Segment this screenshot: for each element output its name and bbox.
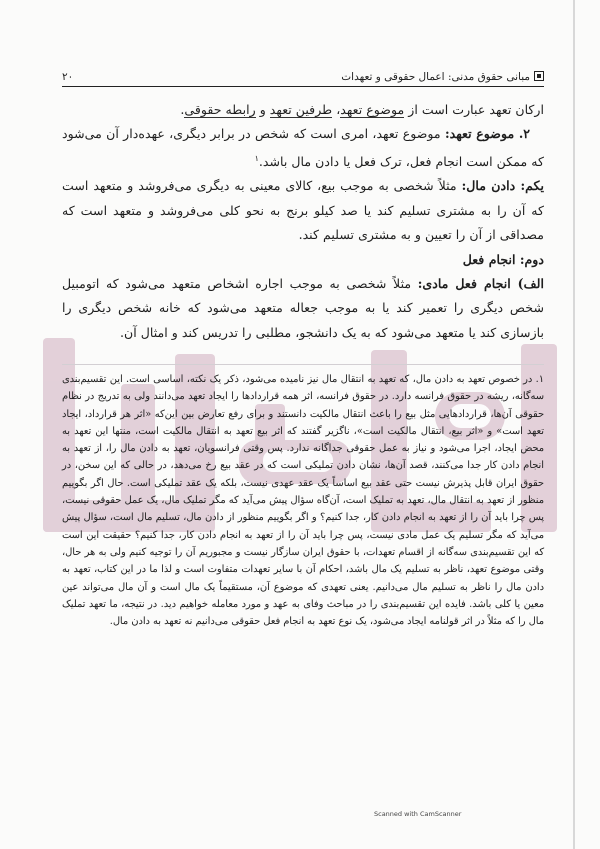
separator: ، — [332, 102, 341, 117]
alef-paragraph — [62, 272, 544, 345]
pillar-subject: موضوع تعهد — [340, 102, 405, 117]
main-text — [62, 98, 544, 345]
yek-paragraph — [62, 174, 544, 247]
alef-text: مثلاً شخصی به موجب اجاره اشخاص متعهد می‌شود که اتومبیل شخص دیگری را تعمیر کند یا به موجب جعاله متعهد می‌شود که خانه شخص دیگری را بازسازی کند یا متعهد می‌شود که به یک دانشجو، مطلبی را تدریس کند و امثال آن. — [62, 276, 544, 340]
period: . — [180, 102, 185, 117]
page-number: ۲۰ — [62, 71, 74, 83]
alef-heading: الف) انجام فعل مادی: — [417, 276, 544, 292]
header-title — [341, 68, 544, 86]
book-title: مبانی حقوق مدنی: اعمال حقوقی و تعهدات — [341, 71, 530, 83]
intro-prefix: ارکان تعهد عبارت است از — [404, 102, 544, 117]
separator: و — [255, 102, 270, 117]
pillar-relation: رابطه حقوقی — [184, 102, 256, 117]
dovom-paragraph — [62, 248, 544, 272]
footnote-divider — [62, 364, 544, 365]
dovom-heading: دوم: انجام فعل — [462, 251, 544, 267]
scanner-label: Scanned with CamScanner — [374, 810, 462, 818]
intro-paragraph — [62, 98, 544, 122]
scan-edge-line — [573, 0, 575, 849]
yek-heading: یکم: دادن مال: — [461, 178, 544, 194]
footnote — [62, 371, 544, 630]
section-2-paragraph — [62, 122, 544, 174]
book-mark-icon — [534, 71, 544, 81]
pillar-parties: طرفین تعهد — [269, 102, 333, 117]
section-2-text: موضوع تعهد، امری است که شخص در برابر دیگری، عهده‌دار آن می‌شود که ممکن است انجام فعل، ترک فعل یا دادن مال باشد. — [62, 126, 544, 169]
page-header — [62, 68, 544, 87]
yek-text: مثلاً شخصی به موجب بیع، کالای معینی به دیگری می‌فروشد و متعهد است که آن را به مشتری تسلیم کند یا صد کیلو برنج به نحو کلی می‌فروشد و متعهد است که مصداقی از آن را تعیین و به مشتری تسلیم کند. — [62, 178, 544, 243]
footnote-ref: ۱ — [254, 153, 259, 163]
section-2-heading: ۲. موضوع تعهد: — [444, 126, 530, 142]
footnote-text: ۱. در خصوص تعهد به دادن مال، که تعهد به انتقال مال نیز نامیده می‌شود، ذکر یک نکته، اساسی است. این تقسیم‌بندی سه‌گانه، ریشه در حقوق فرانسه دارد. در حقوق فرانسه، اثر همه قراردادها را ایجاد تعهد می‌دانند ولی به تدریج در نظام حقوقی آن‌ها، قراردادهایی مثل بیع را باعث انتقال مالکیت دانستند و برای رفع تعارض بین این‌که «اثر هر قرارداد، ایجاد تعهد است» و «اثر بیع، انتقال مالکیت است»، ناگزیر گفتند که اثر بیع تعهد به انتقال مالکیت است، منتها این تعهد به محض ایجاد، اجرا می‌شود و نیاز به عمل حقوقی جداگانه ندارد. پس وقتی فرانسویان، تعهد به دادن مال را، از تعهد به انجام دادن کار جدا می‌کنند، قصد آن‌ها، نشان دادن تملیکی است که در عقد بیع رخ می‌دهد، در حالی که این سخن، در حقوق ایران قابل پذیرش نیست حتی عقد بیع اساساً یک عقد عهدی نیست، بلکه یک عقد تملیکی است. حال اگر بگوییم منظور از تعهد به انتقال مال، تعهد به تملیک است، آن‌گاه سؤال پیش می‌آید که مگر تملیک مال، یک عمل حقوقی نیست، پس چرا باید آن را از تعهد به انجام دادن کار، جدا کنیم؟ و اگر بگوییم منظور از دادن مال، تسلیم مال است، سؤال پیش می‌آید که مگر تسلیم یک عمل مادی نیست، پس چرا باید آن را از تعهد به انجام دادن کار، جدا کنیم؟ حقیقت این است که این تقسیم‌بندی سه‌گانه از اقسام تعهدات، با حقوق ایران سازگار نیست و مجبوریم آن را توجیه کنیم ولی به هر حال، وقتی موضوع تعهد، ناظر به تسلیم یک مال باشد، احکام آن با سایر تعهدات متفاوت است و لذا ما در این کتاب، تعهد به دادن مال را ناظر به تسلیم مال می‌دانیم. یعنی تعهدی که موضوع آن، مستقیماً یک مال است و آن مال می‌تواند عین معین یا کلی باشد. فایده این تقسیم‌بندی را در مباحث وفای به عهد و مورد معامله خواهیم دید. در نتیجه، ما تعهد تملیک مال را که مثلاً در اثر قولنامه ایجاد می‌شود، یک نوع تعهد به انجام فعل حقوقی می‌دانیم نه تعهد به دادن مال. — [62, 374, 544, 628]
